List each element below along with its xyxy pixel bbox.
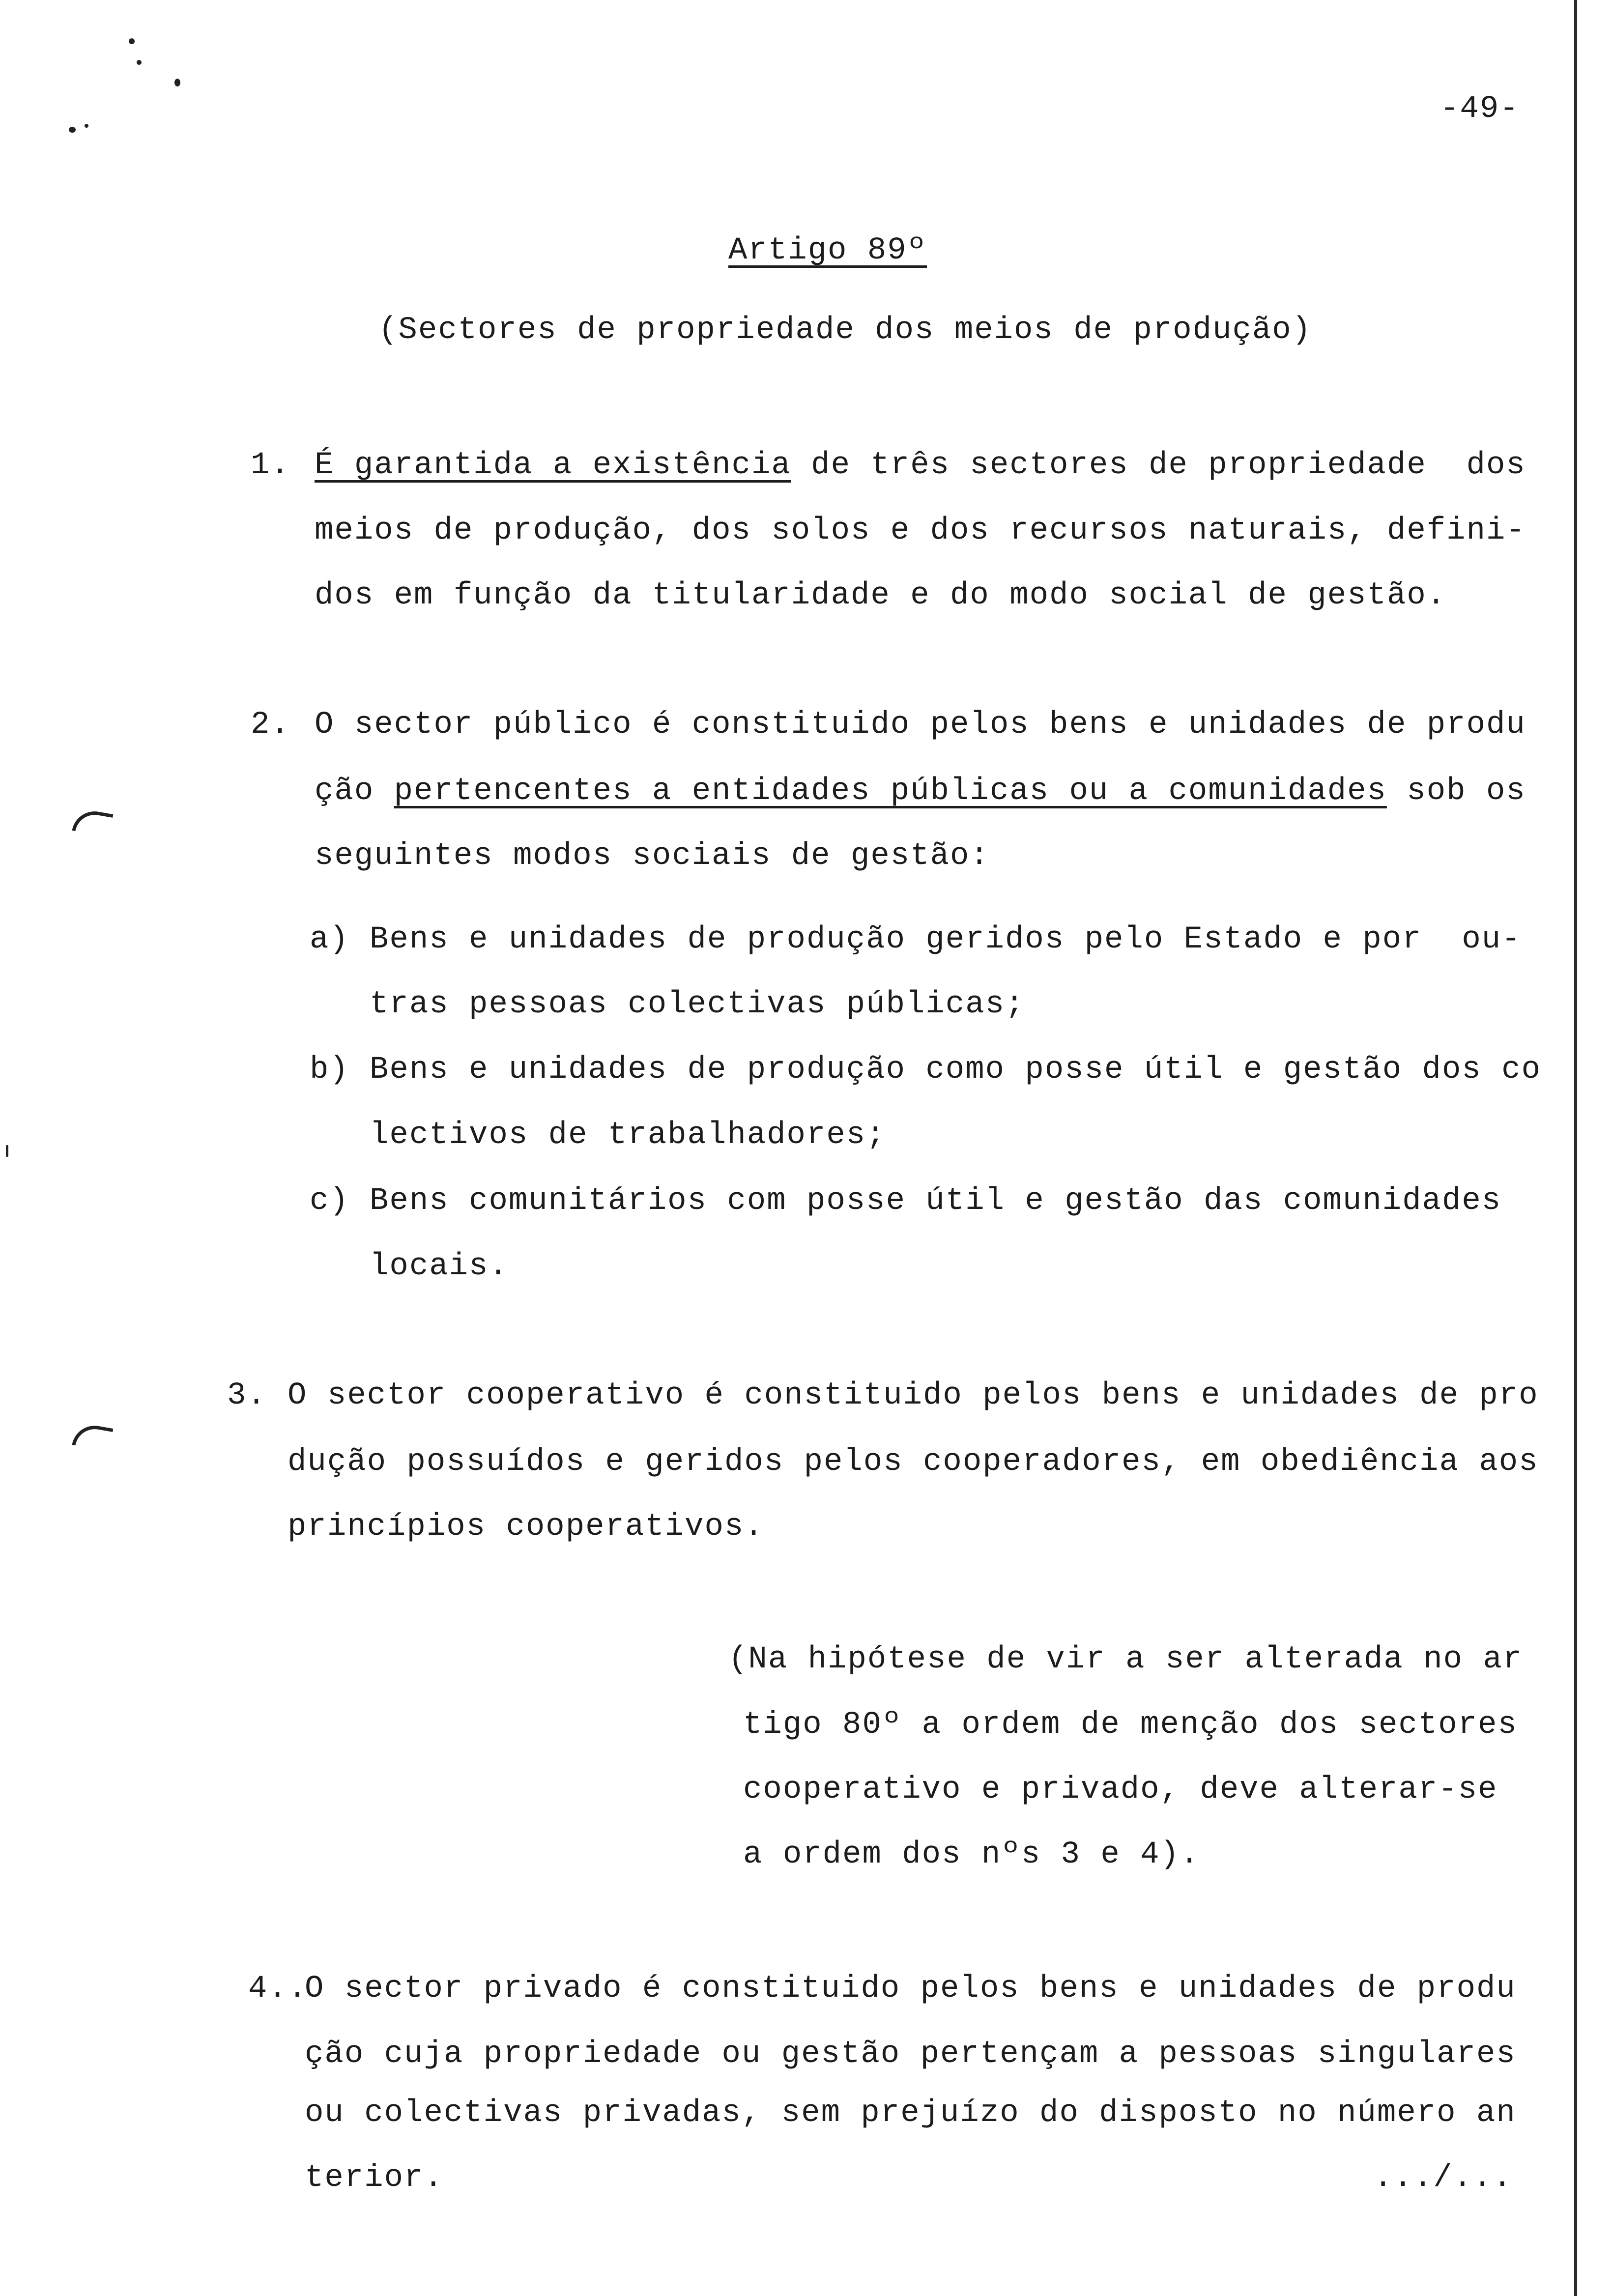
- scan-speck: [6, 1145, 8, 1157]
- margin-bracket-mark: [72, 1422, 114, 1452]
- page-edge-line: [1574, 0, 1577, 2296]
- margin-bracket-mark: [72, 808, 114, 837]
- scan-speck: [85, 124, 88, 128]
- note-line: a ordem dos nºs 3 e 4).: [743, 1837, 1200, 1872]
- text-span: sob os: [1386, 774, 1526, 809]
- scan-speck: [129, 38, 135, 44]
- underlined-phrase: pertencentes a entidades públicas ou a comunidades: [394, 774, 1387, 809]
- note-line: cooperativo e privado, deve alterar-se: [743, 1772, 1498, 1808]
- paragraph-1-number: 1.: [251, 448, 290, 483]
- paragraph-3-line: dução possuídos e geridos pelos cooperadores, em obediência aos: [288, 1444, 1539, 1480]
- note-line: (Na hipótese de vir a ser alterada no ar: [728, 1642, 1523, 1677]
- item-b-line: Bens e unidades de produção como posse útil e gestão dos co: [370, 1052, 1541, 1088]
- continuation-mark: .../...: [1374, 2160, 1513, 2196]
- paragraph-4-line: terior.: [305, 2160, 444, 2196]
- note-line: tigo 80º a ordem de menção dos sectores: [743, 1707, 1518, 1743]
- paragraph-1-line: [315, 450, 1526, 481]
- item-a-label: a): [310, 922, 349, 957]
- paragraph-3-line: O sector cooperativo é constituido pelos bens e unidades de pro: [288, 1378, 1539, 1413]
- scan-speck: [69, 127, 76, 133]
- scan-speck: [174, 79, 180, 86]
- paragraph-4-line: O sector privado é constituido pelos bens e unidades de produ: [305, 1971, 1516, 2007]
- item-a-line: Bens e unidades de produção geridos pelo Estado e por ou-: [370, 922, 1522, 957]
- paragraph-3-number: 3.: [227, 1378, 267, 1413]
- item-c-label: c): [310, 1183, 349, 1219]
- text-span: de três sectores de propriedade dos: [791, 448, 1526, 483]
- text-span: ção: [315, 774, 394, 809]
- item-b-line: lectivos de trabalhadores;: [370, 1118, 886, 1153]
- article-subtitle: (Sectores de propriedade dos meios de produção): [378, 313, 1312, 348]
- article-title: Artigo 89º: [728, 233, 927, 268]
- paragraph-4-number: 4..: [248, 1971, 308, 2007]
- underlined-phrase: É garantida a existência: [315, 448, 791, 483]
- paragraph-2-number: 2.: [251, 707, 290, 743]
- item-c-line: Bens comunitários com posse útil e gestão das comunidades: [370, 1183, 1502, 1219]
- page-number: -49-: [1440, 91, 1520, 127]
- paragraph-3-line: princípios cooperativos.: [288, 1509, 764, 1545]
- paragraph-2-line: O sector público é constituido pelos bens e unidades de produ: [315, 707, 1526, 743]
- paragraph-4-line: ção cuja propriedade ou gestão pertençam a pessoas singulares: [305, 2037, 1516, 2072]
- paragraph-2-line: [315, 775, 1526, 807]
- item-a-line: tras pessoas colectivas públicas;: [370, 987, 1025, 1022]
- scan-speck: [137, 60, 142, 65]
- item-c-line: locais.: [370, 1249, 509, 1284]
- paragraph-4-line: ou colectivas privadas, sem prejuízo do disposto no número an: [305, 2095, 1516, 2131]
- paragraph-1-line: dos em função da titularidade e do modo social de gestão.: [315, 578, 1447, 613]
- paragraph-2-line: seguintes modos sociais de gestão:: [315, 838, 990, 874]
- paragraph-1-line: meios de produção, dos solos e dos recursos naturais, defini-: [315, 513, 1526, 548]
- item-b-label: b): [310, 1052, 349, 1088]
